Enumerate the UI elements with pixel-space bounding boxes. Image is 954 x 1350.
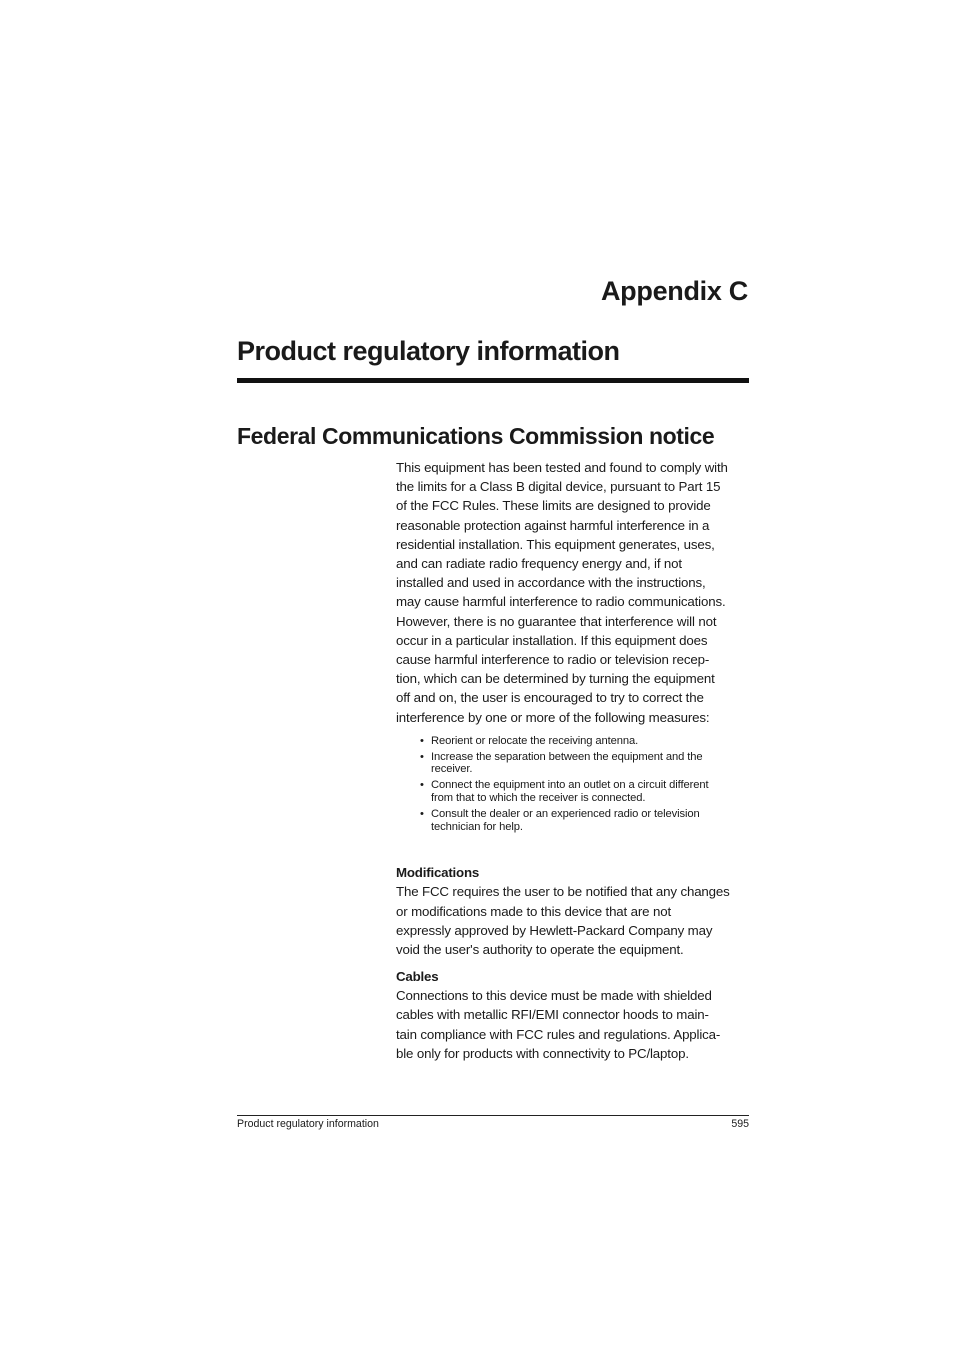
modifications-heading: Modifications <box>396 865 480 881</box>
modifications-line: void the user's authority to operate the equipment. <box>396 942 684 958</box>
list-item-text: technician for help. <box>431 820 523 833</box>
body-column <box>396 458 752 1063</box>
bullet-icon: • <box>420 807 424 820</box>
section-heading: Federal Communications Commission notice <box>237 423 715 449</box>
intro-line: of the FCC Rules. These limits are designed to provide <box>396 498 711 514</box>
fcc-intro-paragraph <box>396 458 752 727</box>
bullet-icon: • <box>420 750 424 763</box>
list-item <box>420 808 752 834</box>
list-item-text: from that to which the receiver is connected. <box>431 792 646 805</box>
cables-heading: Cables <box>396 969 439 985</box>
modifications-line: or modifications made to this device that are not <box>396 903 671 919</box>
title-rule <box>237 378 749 383</box>
intro-line: and can radiate radio frequency energy and, if not <box>396 556 682 572</box>
cables-line: ble only for products with connectivity to PC/laptop. <box>396 1045 689 1061</box>
intro-line: installed and used in accordance with the instructions, <box>396 575 706 591</box>
list-item <box>420 779 752 805</box>
list-item-text: Consult the dealer or an experienced radio or television <box>431 807 700 820</box>
intro-line: However, there is no guarantee that interference will not <box>396 613 717 629</box>
bullet-icon: • <box>420 734 424 747</box>
intro-line: This equipment has been tested and found to comply with <box>396 460 728 475</box>
measures-list <box>396 735 752 834</box>
footer-page-number: 595 <box>731 1118 749 1130</box>
list-item-text: Connect the equipment into an outlet on a circuit different <box>431 779 709 792</box>
list-item <box>420 735 752 748</box>
footer-rule <box>237 1115 749 1116</box>
intro-line: reasonable protection against harmful interference in a <box>396 517 710 533</box>
cables-line: tain compliance with FCC rules and regulations. Applica- <box>396 1026 721 1042</box>
intro-line: occur in a particular installation. If this equipment does <box>396 632 708 648</box>
intro-line: off and on, the user is encouraged to try to correct the <box>396 690 704 706</box>
cables-paragraph <box>396 986 752 1063</box>
list-item-text: Reorient or relocate the receiving antenna. <box>431 734 639 747</box>
intro-line: may cause harmful interference to radio communications. <box>396 594 726 610</box>
list-item-text: receiver. <box>431 763 473 776</box>
modifications-line: The FCC requires the user to be notified that any changes <box>396 884 730 900</box>
intro-line: the limits for a Class B digital device, pursuant to Part 15 <box>396 479 721 495</box>
modifications-paragraph <box>396 882 752 959</box>
bullet-icon: • <box>420 779 424 792</box>
intro-line: cause harmful interference to radio or television recep- <box>396 652 710 668</box>
intro-line: tion, which can be determined by turning the equipment <box>396 671 715 687</box>
intro-line: residential installation. This equipment generates, uses, <box>396 536 715 552</box>
chapter-title: Product regulatory information <box>237 336 620 366</box>
list-item <box>420 751 752 777</box>
list-item-text: Increase the separation between the equipment and the <box>431 750 703 763</box>
cables-line: Connections to this device must be made with shielded <box>396 988 712 1004</box>
modifications-line: expressly approved by Hewlett-Packard Company may <box>396 922 713 938</box>
intro-line: interference by one or more of the following measures: <box>396 709 710 725</box>
footer-running-title: Product regulatory information <box>237 1118 379 1130</box>
cables-line: cables with metallic RFI/EMI connector hoods to main- <box>396 1007 709 1023</box>
appendix-label: Appendix C <box>600 276 748 306</box>
